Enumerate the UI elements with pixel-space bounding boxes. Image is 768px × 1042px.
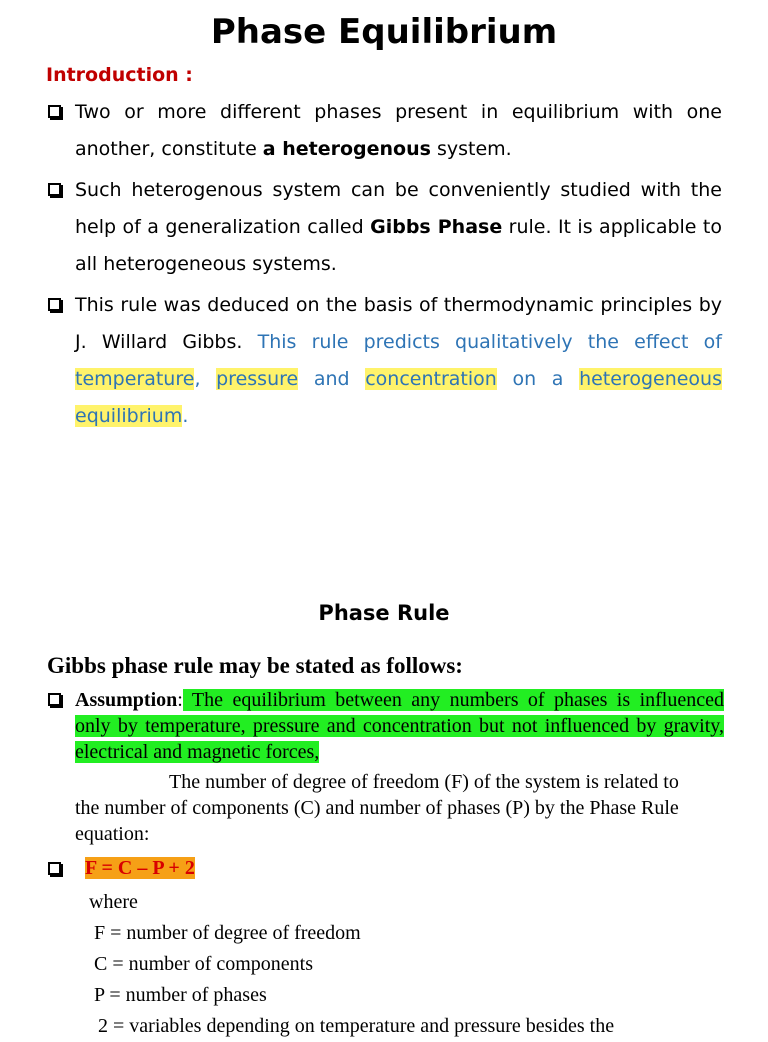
paragraph-line: The number of degree of freedom (F) of the system is related to <box>169 771 679 793</box>
definition-f: F = number of degree of freedom <box>94 922 361 944</box>
bullet-text: Such heterogenous system can be conveniently studied with the help of a generalization called <box>75 179 722 238</box>
bullet-text: rule. It is applicable to all heterogeneous systems. <box>75 216 722 275</box>
assumption-highlight: The equilibrium between any numbers of phases is influenced only by temperature, pressure and concentration but not influenced by gravity, electrical and magnetic forces, <box>75 689 724 763</box>
bullet-heterogenous-system <box>46 94 722 168</box>
highlight-temperature: temperature <box>75 368 195 390</box>
separator: on a <box>496 368 580 390</box>
paragraph-line: the number of components (C) and number of phases (P) by the Phase Rule <box>75 797 679 819</box>
blue-sentence: This rule predicts qualitatively the effect of <box>257 331 722 353</box>
highlight-heterogeneous-equilibrium: heterogeneous equilibrium <box>75 368 722 427</box>
definition-c: C = number of components <box>94 953 314 975</box>
separator: , <box>194 368 217 390</box>
definition-p: P = number of phases <box>94 984 267 1006</box>
checkbox-bullet-icon <box>48 183 61 196</box>
checkbox-bullet-icon <box>48 105 61 118</box>
bullet-text: Two or more different phases present in equilibrium with one another, constitute <box>75 101 722 160</box>
bullet-text: system. <box>430 138 512 160</box>
section-heading-phase-rule: Phase Rule <box>318 601 450 625</box>
phase-rule-equation: F = C – P + 2 <box>85 857 195 879</box>
bullet-text: This rule was deduced on the basis of thermodynamic principles by J. Willard Gibbs. <box>75 294 722 353</box>
intro-bullets <box>46 94 722 439</box>
bullet-equation <box>46 853 724 883</box>
definition-2: 2 = variables depending on temperature and pressure besides the <box>98 1015 615 1037</box>
where-label: where <box>89 891 138 913</box>
gibbs-rule-heading: Gibbs phase rule may be stated as follows: <box>47 653 463 678</box>
bullet-rule-deduction <box>46 287 722 435</box>
phase-rule-paragraph <box>46 769 724 847</box>
intro-label: Introduction : <box>46 64 193 86</box>
bullet-bold-text: Gibbs Phase <box>370 216 503 238</box>
separator: and <box>298 368 366 390</box>
assumption-label: Assumption <box>75 689 178 711</box>
checkbox-bullet-icon <box>48 862 61 875</box>
period: . <box>182 405 189 427</box>
checkbox-bullet-icon <box>48 298 61 311</box>
bullet-gibbs-phase-rule <box>46 172 722 283</box>
bullet-bold-text: a heterogenous <box>262 138 431 160</box>
paragraph-line: equation: <box>75 823 150 845</box>
checkbox-bullet-icon <box>48 693 61 706</box>
bullet-assumption <box>46 687 724 765</box>
highlight-pressure: pressure <box>216 368 299 390</box>
highlight-concentration: concentration <box>365 368 497 390</box>
page-title: Phase Equilibrium <box>210 12 558 52</box>
definitions-list <box>46 887 724 1042</box>
assumption-colon: : <box>177 689 183 711</box>
phase-rule-body <box>46 687 724 1042</box>
